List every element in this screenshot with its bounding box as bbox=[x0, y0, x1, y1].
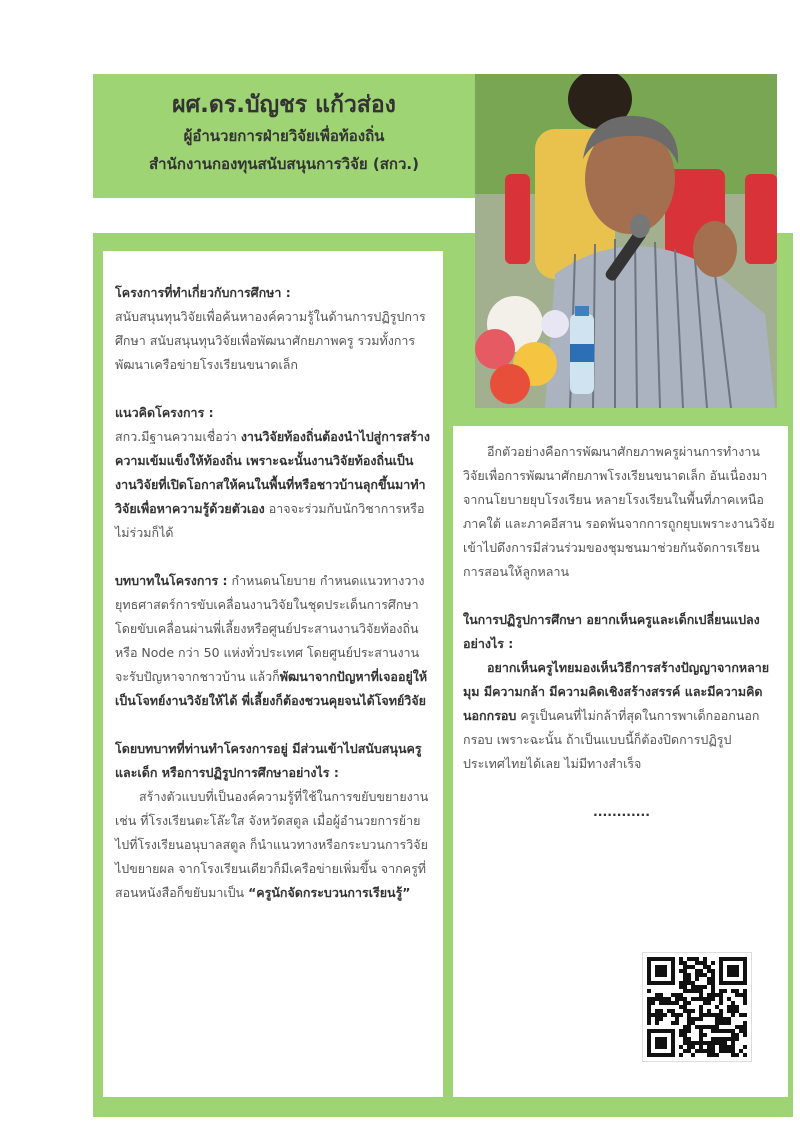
support-text-a: สร้างตัวแบบที่เป็นองค์ความรู้ที่ใช้ในการขยับขยายงาน เช่น ที่โรงเรียนตะโล๊ะใส จังหวัดสตูล เมื่อผู้อำนวยการย้ายไปที่โรงเรียนอนุบาลสตูล ก็นำแนวทางหรือกระบวนการวิจัยไปขยายผล จากโรงเรียนเดียวก็มีเครือข่ายเพิ่มขึ้น จากครูที่สอนหนังสือก็ขยับมาเป็น bbox=[115, 789, 429, 900]
portrait-illustration bbox=[475, 74, 777, 408]
qr-code[interactable] bbox=[642, 952, 752, 1062]
role-text-bold: พัฒนาจากปัญหาที่เจออยู่ให้เป็นโจทย์งานวิจัยให้ได้ พี่เลี้ยงก็ต้องชวนคุยจนได้โจทย์วิจัย bbox=[115, 669, 428, 708]
person-name: ผศ.ดร.บัญชร แก้วส่อง bbox=[172, 92, 396, 118]
section-body-reform bbox=[463, 656, 780, 776]
concept-text-bold: งานวิจัยท้องถิ่นต้องนำไปสู่การสร้างความเข้มแข็งให้ท้องถิ่น เพราะฉะนั้นงานวิจัยท้องถิ่นเป็นงานวิจัยที่เปิดโอกาสให้คนในพื้นที่หรือชาวบ้านลุกขึ้นมาทำวิจัยเพื่อหาความรู้ด้วยตัวเอง bbox=[115, 429, 431, 516]
section-body-role bbox=[115, 569, 433, 713]
ellipsis-divider: ............ bbox=[593, 804, 650, 819]
section-body-support bbox=[115, 785, 433, 905]
person-position: ผู้อำนวยการฝ่ายวิจัยเพื่อท้องถิ่น bbox=[183, 127, 385, 145]
support-text-bold: “ครูนักจัดกระบวนการเรียนรู้” bbox=[248, 885, 411, 900]
section-body-projects: สนับสนุนทุนวิจัยเพื่อค้นหาองค์ความรู้ในด้านการปฏิรูปการศึกษา สนับสนุนทุนวิจัยเพื่อพัฒนาศักยภาพครู รวมทั้งการพัฒนาเครือข่ายโรงเรียนขนาดเล็ก bbox=[115, 309, 426, 372]
section-heading-support: โดยบทบาทที่ท่านทำโครงการอยู่ มีส่วนเข้าไปสนับสนุนครูและเด็ก หรือการปฏิรูปการศึกษาอย่างไร : bbox=[115, 741, 422, 780]
reform-text-b: ครูเป็นคนที่ไม่กล้าที่สุดในการพาเด็กออกนอกกรอบ เพราะฉะนั้น ถ้าเป็นแบบนี้ก็ต้องปิดการปฏิรูปประเทศไทยได้เลย ไม่มีทางสำเร็จ bbox=[463, 708, 760, 771]
concept-text-b: อาจจะร่วมกับนักวิชาการหรือไม่ร่วมก็ได้ bbox=[115, 501, 425, 540]
concept-text-a: สกว.มีฐานความเชื่อว่า bbox=[115, 429, 241, 444]
section-heading-projects: โครงการที่ทำเกี่ยวกับการศึกษา : bbox=[115, 285, 291, 300]
qr-code-graphic bbox=[643, 953, 751, 1061]
example-paragraph: อีกตัวอย่างคือการพัฒนาศักยภาพครูผ่านการทำงานวิจัยเพื่อการพัฒนาศักยภาพโรงเรียนขนาดเล็ก อันเนื่องมาจากนโยบายยุบโรงเรียน หลายโรงเรียนในพื้นที่ภาคเหนือ ภาคใต้ และภาคอีสาน รอดพ้นจากการถูกยุบเพราะงานวิจัยเข้าไปดึงการมีส่วนร่วมของชุมชนมาช่วยกันจัดการเรียนการสอนให้ลูกหลาน bbox=[463, 444, 775, 579]
section-heading-concept: แนวคิดโครงการ : bbox=[115, 405, 214, 420]
section-body-concept bbox=[115, 425, 433, 545]
section-heading-reform: ในการปฏิรูปการศึกษา อยากเห็นครูและเด็กเปลี่ยนแปลงอย่างไร : bbox=[463, 612, 760, 651]
header-box bbox=[93, 74, 475, 198]
role-text-a: กำหนดนโยบาย กำหนดแนวทางวางยุทธศาสตร์การขับเคลื่อนงานวิจัยในชุดประเด็นการศึกษา โดยขับเคลื่อนผ่านพี่เลี้ยงหรือศูนย์ประสานงานวิจัยท้องถิ่น หรือ Node กว่า 50 แห่งทั่วประเทศ โดยศูนย์ประสานงานจะรับปัญหาจากชาวบ้าน แล้วก็ bbox=[115, 573, 425, 684]
left-column bbox=[103, 251, 443, 1097]
section-heading-role: บทบาทในโครงการ : bbox=[115, 573, 228, 588]
person-organization: สำนักงานกองทุนสนับสนุนการวิจัย (สกว.) bbox=[149, 155, 419, 173]
reform-text-bold: อยากเห็นครูไทยมองเห็นวิธีการสร้างปัญญาจากหลายมุม มีความกล้า มีความคิดเชิงสร้างสรรค์ และมีความคิดนอกกรอบ bbox=[463, 660, 770, 723]
portrait-photo bbox=[475, 74, 777, 408]
